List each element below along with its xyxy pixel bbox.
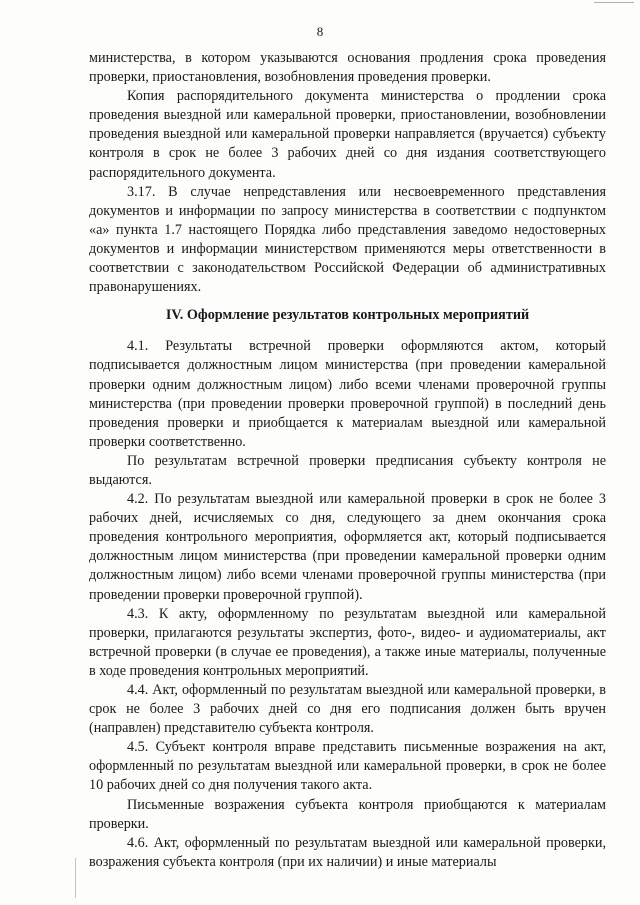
paragraph: По результатам встречной проверки предписания субъекту контроля не выдаются. — [89, 452, 606, 488]
section-heading: IV. Оформление результатов контрольных мероприятий — [165, 307, 530, 324]
paragraph: министерства, в котором указываются основания продления срока проведения проверки, приостановления, возобновления проведения проверки. — [89, 50, 606, 86]
paragraph: 4.6. Акт, оформленный по результатам выездной или камеральной проверки, возражения субъекта контроля (при их наличии) и иные материалы — [89, 834, 606, 870]
paragraph: 4.5. Субъект контроля вправе представить письменные возражения на акт, оформленный по результатам выездной или камеральной проверки, в срок не более 10 рабочих дней со дня получения такого акта. — [89, 739, 606, 794]
paragraph: 4.3. К акту, оформленному по результатам выездной или камеральной проверки, прилагаются результаты экспертиз, фото-, видео- и аудиоматериалы, акт встречной проверки (в случае ее проведения), а также иные материалы, полученные в ходе проведения контрольных мероприятий. — [89, 605, 606, 679]
paragraph: 4.1. Результаты встречной проверки оформляются актом, который подписывается должностным лицом министерства (при проведении камеральной проверки одним должностным лицом) либо всеми членами проверочной группы министерства (при проведении проверки проверочной группой) в последний день проведения проверки и приобщается к материалам выездной или камеральной проверки соответственно. — [89, 338, 606, 450]
margin-binding-mark — [75, 858, 76, 898]
scan-edge-mark — [594, 2, 634, 3]
paragraph: 4.2. По результатам выездной или камеральной проверки в срок не более 3 рабочих дней, исчисляемых со дня, следующего за днем окончания срока проведения контрольного мероприятия, оформляется акт, который подписывается должностным лицом министерства (при проведении камеральной проверки одним должностным лицом) либо всеми членами проверочной группы министерства (при проведении проверки проверочной группой). — [89, 491, 606, 603]
page-number: 8 — [316, 24, 324, 39]
paragraph: 3.17. В случае непредставления или несвоевременного представления документов и информации по запросу министерства в соответствии с подпунктом «а» пункта 1.7 настоящего Порядка либо представления заведомо недостоверных документов и информации министерством применяются меры ответственности в соответствии с законодательством Российской Федерации об административных правонарушениях. — [89, 183, 606, 296]
paragraph: Копия распорядительного документа министерства о продлении срока проведения выездной или камеральной проверки, приостановлении, возобновлении проведения выездной или камеральной проверки направляется (вручается) субъекту контроля в срок не более 3 рабочих дней со дня издания соответствующего распорядительного документа. — [89, 88, 606, 181]
paragraph: 4.4. Акт, оформленный по результатам выездной или камеральной проверки, в срок не более 3 рабочих дней со дня его подписания должен быть вручен (направлен) представителю субъекта контроля. — [89, 682, 606, 737]
paragraphs-section-iv — [89, 337, 606, 872]
paragraphs-before-section — [89, 49, 606, 297]
paragraph: Письменные возражения субъекта контроля приобщаются к материалам проверки. — [89, 796, 606, 832]
document-body — [89, 49, 606, 872]
